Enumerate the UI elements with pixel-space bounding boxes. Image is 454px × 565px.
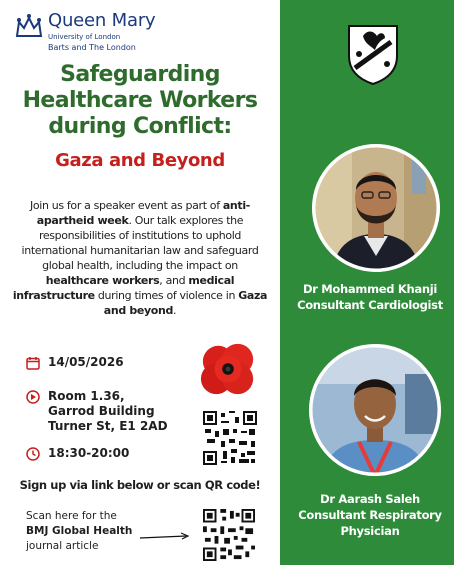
speaker-photo-2 <box>309 344 441 476</box>
location-line-3: Turner St, E1 2AD <box>48 419 168 433</box>
speaker-2-role-line-2: Physician <box>340 524 400 538</box>
desc-text-3: , and <box>159 274 189 287</box>
poppy-icon <box>199 340 257 398</box>
scan-caption <box>26 509 132 554</box>
location-line-1: Room 1.36, <box>48 389 125 403</box>
clock-icon <box>26 447 40 461</box>
event-time-row <box>26 446 129 461</box>
title-line-2: Healthcare Workers <box>22 88 258 113</box>
event-location-row <box>26 389 168 434</box>
event-time: 18:30-20:00 <box>48 446 130 460</box>
desc-bold-2: healthcare workers <box>45 274 160 287</box>
speaker-1-name: Dr Mohammed Khanji <box>302 282 438 296</box>
scan-line-1: Scan here for the <box>26 510 117 522</box>
speaker-photo-1 <box>312 144 440 272</box>
signup-text: Sign up via link below or scan QR code! <box>19 478 261 492</box>
crest-icon <box>345 22 401 86</box>
crown-icon <box>14 12 44 38</box>
event-date: 14/05/2026 <box>48 355 124 369</box>
event-location <box>48 389 168 434</box>
location-pin-icon <box>26 390 40 404</box>
arrow-icon <box>140 532 190 542</box>
qr-code-icon[interactable] <box>203 411 257 465</box>
logo-line1: University of London <box>48 33 121 41</box>
title-line-3: during Conflict: <box>48 114 232 139</box>
event-subtitle: Gaza and Beyond <box>55 150 225 171</box>
desc-bold-1: anti-apartheid week <box>36 199 250 227</box>
logo-name: Queen Mary <box>48 10 156 31</box>
desc-bold-3: medical infrastructure <box>12 274 235 302</box>
speaker-2-name: Dr Aarash Saleh <box>320 492 420 506</box>
speaker-2-role-line-1: Consultant Respiratory <box>298 508 442 522</box>
scan-line-3: journal article <box>26 540 99 552</box>
location-line-2: Garrod Building <box>48 404 155 418</box>
speaker-1-role: Consultant Cardiologist <box>297 298 443 312</box>
university-logo <box>14 10 204 58</box>
desc-text-2: . Our talk explores the responsibilities of institutions to uphold international humanitarian law and safeguard global health, including the impact on <box>21 214 259 272</box>
scan-line-2: BMJ Global Health <box>26 525 133 537</box>
event-title <box>0 62 280 140</box>
event-date-row <box>26 355 124 370</box>
speaker-1-caption <box>290 281 450 313</box>
title-line-1: Safeguarding <box>60 62 220 87</box>
desc-text-1: Join us for a speaker event as part of <box>30 199 223 212</box>
speaker-2-caption <box>290 491 450 539</box>
qr-code-icon[interactable] <box>203 509 255 561</box>
event-description <box>12 198 268 318</box>
desc-bold-4: Gaza and beyond <box>103 289 268 317</box>
desc-text-5: . <box>173 304 177 317</box>
logo-line2: Barts and The London <box>48 43 136 52</box>
desc-text-4: during times of violence in <box>94 289 239 302</box>
calendar-icon <box>26 356 40 370</box>
